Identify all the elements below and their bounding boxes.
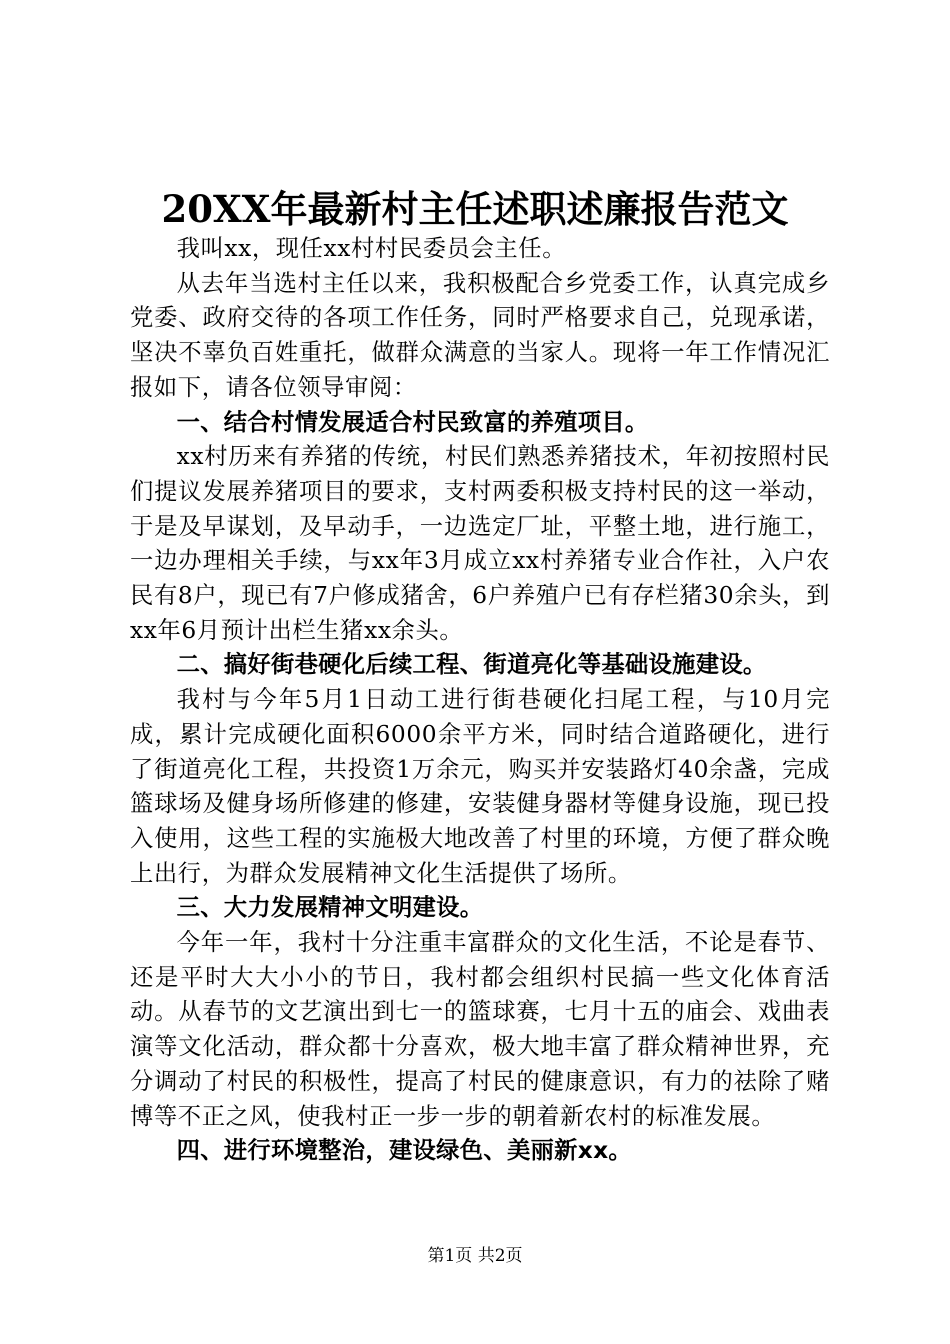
- section-heading-2: 二、搞好街巷硬化后续工程、街道亮化等基础设施建设。: [176, 651, 767, 679]
- section-heading-3: 三、大力发展精神文明建设。: [176, 894, 484, 922]
- section-1-paragraph: xx村历来有养猪的传统，村民们熟悉养猪技术，年初按照村民们提议发展养猪项目的要求，支村两委积极支持村民的这一举动，于是及早谋划，及早动手，一边选定厂址，平整土地，进行施工，一边办理相关手续，与xx年3月成立xx村养猪专业合作社，入户农民有8户，现已有7户修成猪舍，6户养殖户已有存栏猪30余头，到xx年6月预计出栏生猪xx余头。: [130, 443, 830, 644]
- section-heading-1: 一、结合村情发展适合村民致富的养殖项目。: [176, 408, 649, 436]
- section-2-paragraph: 我村与今年5月1日动工进行街巷硬化扫尾工程，与10月完成，累计完成硬化面积6000余平方米，同时结合道路硬化，进行了街道亮化工程，共投资1万余元，购买并安装路灯40余盏，完成篮球场及健身场所修建的修建，安装健身器材等健身设施，现已投入使用，这些工程的实施极大地改善了村里的环境，方便了群众晚上出行，为群众发展精神文化生活提供了场所。: [130, 686, 830, 887]
- document-title: 20XX年最新村主任述职述廉报告范文: [161, 187, 789, 231]
- section-3-paragraph: 今年一年，我村十分注重丰富群众的文化生活，不论是春节、还是平时大大小小的节日，我村都会组织村民搞一些文化体育活动。从春节的文艺演出到七一的篮球赛，七月十五的庙会、戏曲表演等文化活动，群众都十分喜欢，极大地丰富了群众精神世界，充分调动了村民的积极性，提高了村民的健康意识，有力的祛除了赌博等不正之风，使我村正一步一步的朝着新农村的标准发展。: [130, 929, 830, 1130]
- document-body: [130, 232, 830, 1169]
- intro-paragraph: 我叫xx，现任xx村村民委员会主任。: [176, 235, 567, 262]
- overview-paragraph: 从去年当选村主任以来，我积极配合乡党委工作，认真完成乡党委、政府交待的各项工作任务，同时严格要求自己，兑现承诺，坚决不辜负百姓重托，做群众满意的当家人。现将一年工作情况汇报如下，请各位领导审阅：: [130, 269, 830, 401]
- page-footer: 第1页 共2页: [427, 1246, 523, 1266]
- section-heading-4: 四、进行环境整治，建设绿色、美丽新xx。: [176, 1137, 632, 1165]
